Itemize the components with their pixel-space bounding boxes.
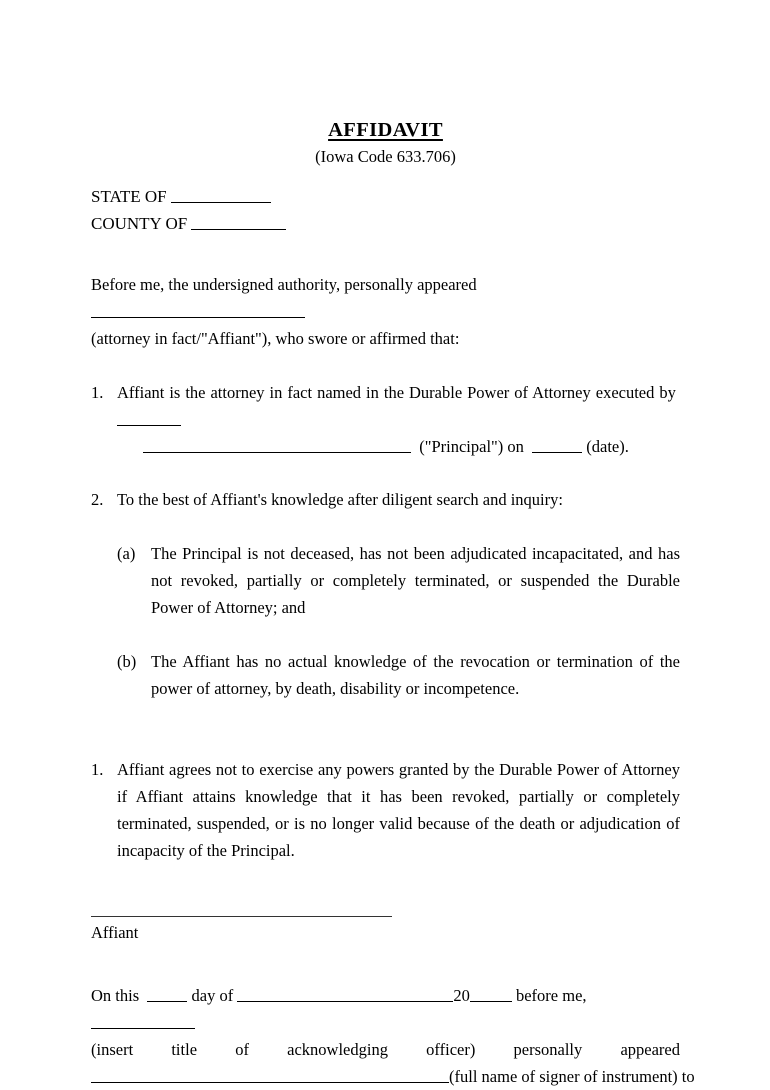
intro-line-1 — [91, 271, 680, 325]
affiant-signature-line[interactable] — [91, 916, 392, 917]
list-subitem-a-marker: (a) — [117, 544, 136, 564]
notary-day-of-label: day of — [191, 986, 234, 1006]
affiant-signature-label: Affiant — [91, 923, 139, 943]
notary-officer-blank[interactable] — [91, 1014, 195, 1029]
county-label: COUNTY OF — [91, 214, 188, 234]
list-subitem-b — [117, 648, 680, 702]
intro-text-2: (attorney in fact/"Affiant"), who swore or affirmed that: — [91, 329, 460, 349]
list-item-2 — [91, 486, 680, 513]
intro-line-2 — [91, 325, 680, 352]
document-subtitle: (Iowa Code 633.706) — [315, 146, 456, 166]
list-subitem-b-marker: (b) — [117, 652, 137, 672]
execution-date-blank[interactable] — [532, 438, 582, 453]
notary-line-2: (insert title of acknowledging officer) personally appeared — [91, 1040, 680, 1060]
notary-signer-blank[interactable] — [91, 1068, 449, 1083]
principal-name-blank-1[interactable] — [117, 411, 181, 426]
notary-block — [91, 982, 695, 1090]
list-item-final-marker: 1. — [91, 760, 104, 780]
appeared-name-blank[interactable] — [91, 303, 305, 318]
signature-block — [91, 916, 680, 946]
list-subitem-a — [117, 540, 680, 621]
state-label: STATE OF — [91, 187, 167, 207]
intro-block — [91, 271, 680, 352]
date-label: (date). — [586, 437, 629, 457]
notary-day-blank[interactable] — [147, 987, 187, 1002]
notary-on-this-label: On this — [91, 986, 140, 1006]
document-body — [91, 0, 695, 1090]
notary-month-blank[interactable] — [237, 987, 453, 1002]
notary-line-1 — [91, 982, 680, 1036]
list-item-final-text: Affiant agrees not to exercise any powers granted by the Durable Power of Attorney if Affiant attains knowledge that it has been revoked, partially or completely terminated, suspended, or is no longer valid because of the death or adjudication of incapacity of the Principal. — [117, 760, 680, 861]
list-subitem-b-text: The Affiant has no actual knowledge of the revocation or termination of the power of attorney, by death, disability or incompetence. — [151, 652, 680, 699]
intro-text-1: Before me, the undersigned authority, personally appeared — [91, 275, 477, 295]
county-line — [91, 210, 680, 237]
list-item-1 — [91, 379, 680, 460]
title-block — [91, 118, 680, 166]
county-input-blank[interactable] — [191, 215, 286, 230]
notary-year-prefix: 20 — [453, 986, 470, 1006]
principal-name-blank-2[interactable] — [143, 438, 411, 453]
notary-year-blank[interactable] — [470, 987, 512, 1002]
list-item-1-text: Affiant is the attorney in fact named in the Durable Power of Attorney executed by — [117, 383, 676, 403]
notary-line-3 — [91, 1063, 695, 1090]
page-title: AFFIDAVIT — [328, 119, 443, 141]
notary-signer-label: (full name of signer of instrument) to — [449, 1067, 695, 1087]
notary-before-me-label: before me, — [515, 986, 587, 1006]
list-item-final — [91, 756, 680, 864]
list-item-2-text: To the best of Affiant's knowledge after diligent search and inquiry: — [117, 490, 563, 510]
list-item-1-continuation — [117, 433, 680, 460]
venue-block — [91, 183, 680, 237]
list-item-2-marker: 2. — [91, 490, 104, 510]
principal-label: ("Principal") on — [419, 437, 524, 457]
list-item-1-marker: 1. — [91, 383, 104, 403]
state-line — [91, 183, 680, 210]
list-subitem-a-text: The Principal is not deceased, has not been adjudicated incapacitated, and has not revoked, partially or completely terminated, or suspended the Durable Power of Attorney; and — [151, 544, 680, 618]
state-input-blank[interactable] — [171, 188, 271, 203]
